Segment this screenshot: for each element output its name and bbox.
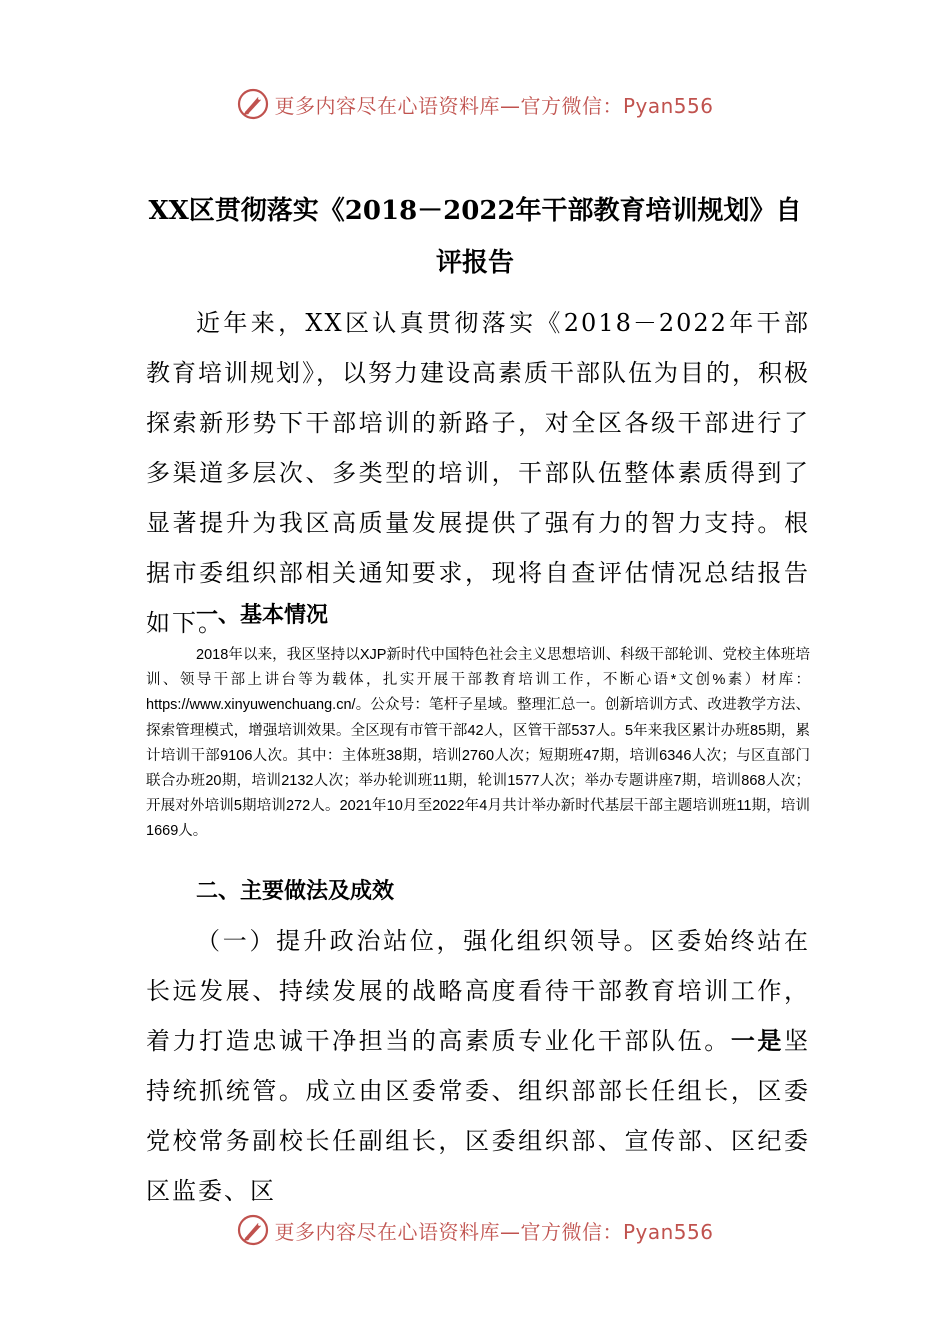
- watermark-header: [0, 84, 950, 124]
- watermark-text: 更多内容尽在心语资料库—官方微信：Pyan556: [274, 1219, 714, 1244]
- pen-nib-logo-icon: [236, 87, 270, 121]
- main-practices-paragraph: [146, 916, 810, 1216]
- section-heading-main-practices: 二、主要做法及成效: [196, 879, 395, 904]
- paragraph-tail: 坚持统抓统管。成立由区委常委、组织部部长任组长，区委党校常务副校长任副组长，区委组织部、宣传部、区纪委区监委、区: [146, 1027, 811, 1205]
- bold-marker: 一是: [730, 1026, 785, 1055]
- paragraph-lead: （一）提升政治站位，强化组织领导。区委始终站在长远发展、持续发展的战略高度看待干部教育培训工作，着力打造忠诚干净担当的高素质专业化干部队伍。: [146, 927, 810, 1055]
- intro-paragraph: 近年来，XX区认真贯彻落实《2018－2022年干部教育培训规划》，以努力建设高素质干部队伍为目的，积极探索新形势下干部培训的新路子，对全区各级干部进行了多渠道多层次、多类型的培训，干部队伍整体素质得到了显著提升为我区高质量发展提供了强有力的智力支持。根据市委组织部相关通知要求，现将自查评估情况总结报告如下。: [146, 309, 810, 637]
- pen-nib-logo-icon: [236, 1213, 270, 1247]
- section-heading-basic-situation: 一、基本情况: [196, 603, 329, 628]
- document-title: XX区贯彻落实《2018－2022年干部教育培训规划》自评报告: [148, 196, 802, 279]
- watermark-footer: [0, 1210, 950, 1250]
- watermark-text: 更多内容尽在心语资料库—官方微信：Pyan556: [274, 93, 714, 118]
- basic-situation-paragraph: 2018年以来，我区坚持以XJP新时代中国特色社会主义思想培训、科级干部轮训、党校主体班培训、领导干部上讲台等为载体，扎实开展干部教育培训工作，不断心语*文创%素）材库：https://www.xinyuwenchuang.cn/。公众号：笔杆子星域。整理汇总一。创新培训方式、改进教学方法、探索管理模式，增强培训效果。全区现有市管干部42人，区管干部537人。5年来我区累计办班85期，累计培训干部9106人次。其中：主体班38期，培训2760人次；短期班47期，培训6346人次；与区直部门联合办班20期，培训2132人次；举办轮训班11期，轮训1577人次；举办专题讲座7期，培训868人次；开展对外培训5期培训272人。2021年10月至2022年4月共计举办新时代基层干部主题培训班11期，培训1669人。: [146, 647, 810, 840]
